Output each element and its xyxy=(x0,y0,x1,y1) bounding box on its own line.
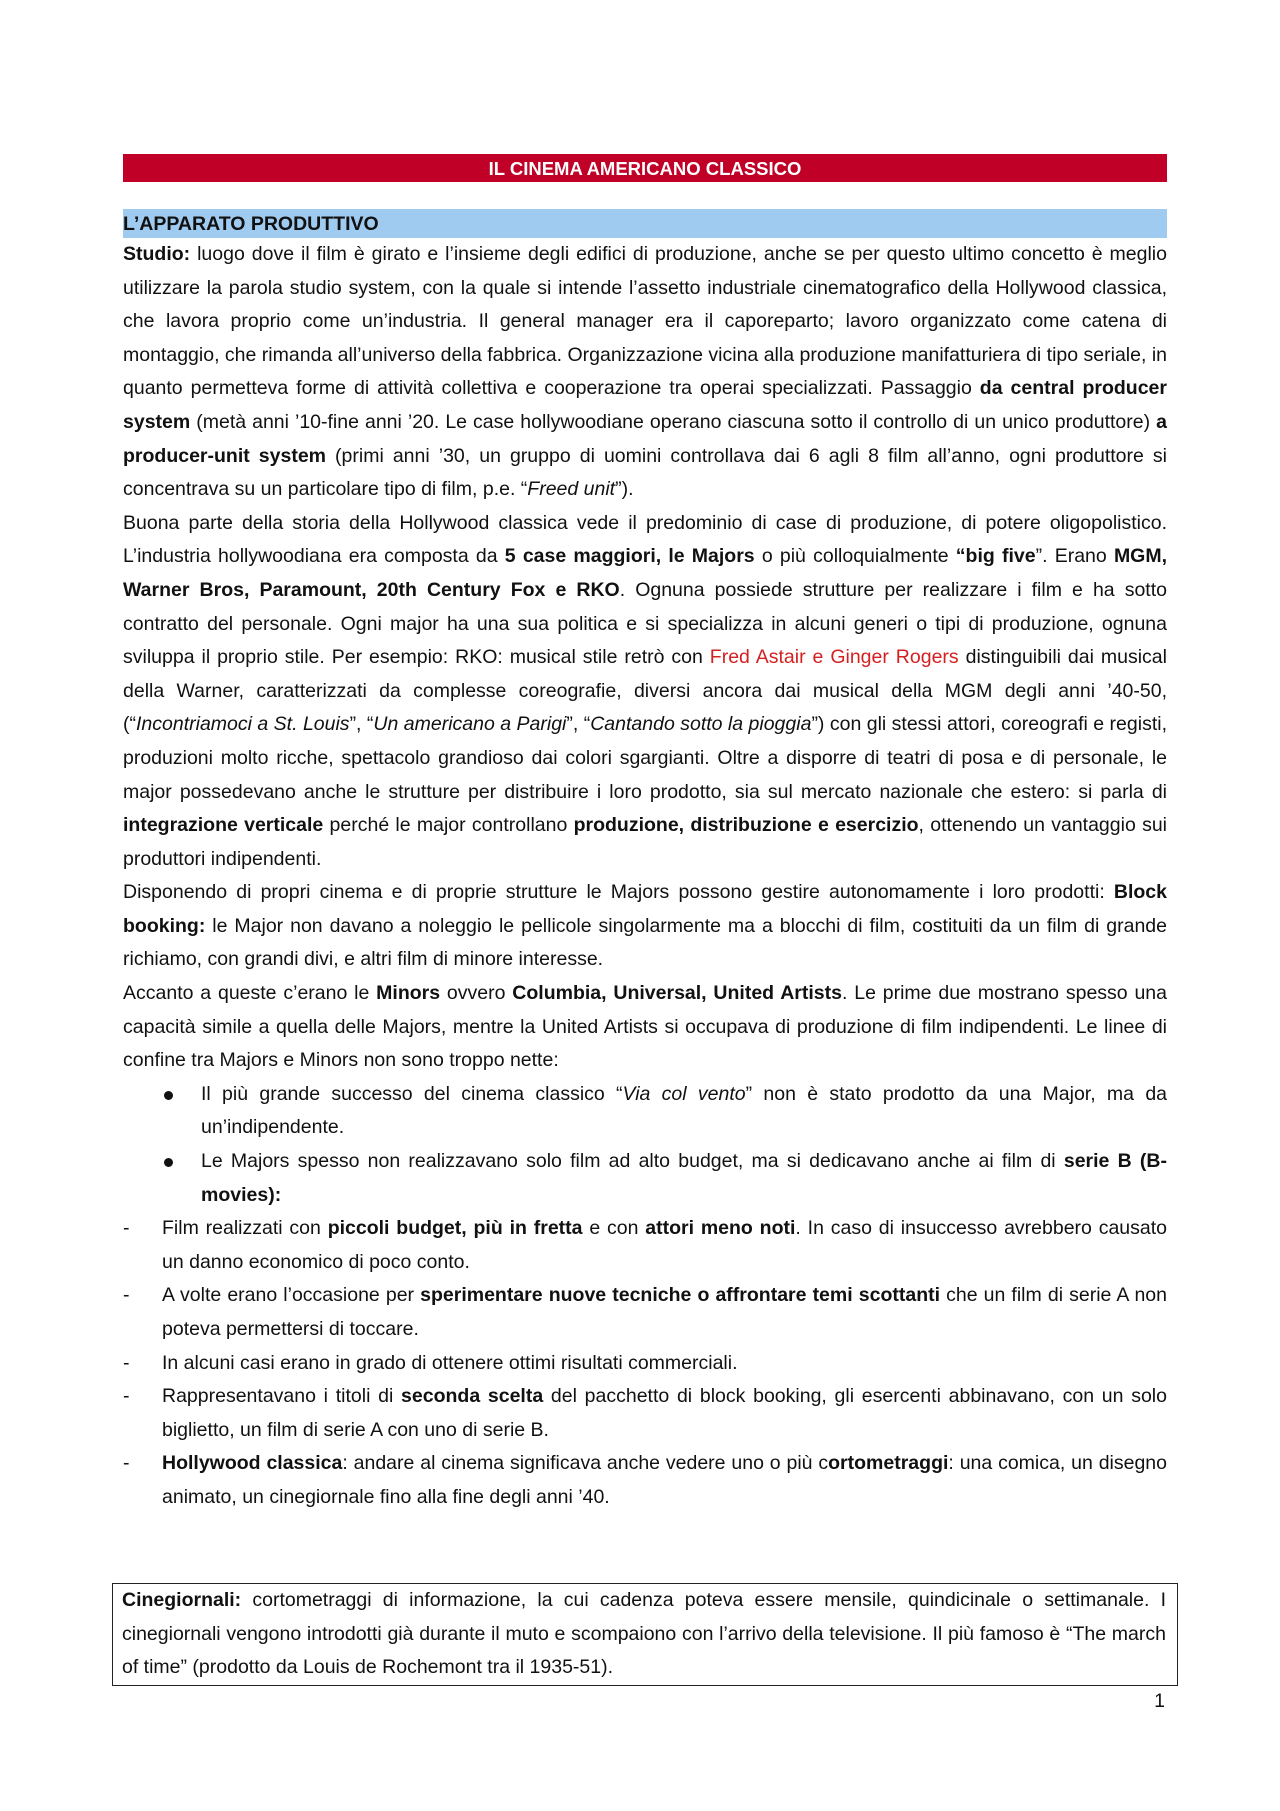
dash-item xyxy=(123,1212,1167,1279)
bold-run: da central producer system xyxy=(123,377,1167,433)
paragraph-majors xyxy=(123,507,1167,877)
bold-run: 5 case maggiori, le Majors xyxy=(504,545,755,568)
paragraph-block-booking xyxy=(123,876,1167,977)
dash-item xyxy=(123,1380,1167,1447)
bold-run: Block booking: xyxy=(123,881,1167,937)
text-run: Accanto a queste c’erano le xyxy=(123,982,377,1005)
dash-item xyxy=(123,1347,1167,1381)
bold-run: piccoli budget, più in fretta xyxy=(327,1217,583,1240)
text-run: ”, “ xyxy=(566,713,591,736)
text-run: , ottenendo un vantaggio sui produttori indipendenti. xyxy=(123,814,1167,870)
text-run: ” non è stato prodotto da una Major, ma da un’indipendente. xyxy=(201,1082,1168,1139)
document-title: IL CINEMA AMERICANO CLASSICO xyxy=(123,154,1167,182)
text-run: e con xyxy=(582,1217,646,1240)
text-run: Film realizzati con xyxy=(162,1217,328,1240)
italic-run: Incontriamoci a St. Louis xyxy=(136,713,350,736)
section-heading: L’APPARATO PRODUTTIVO xyxy=(123,209,1167,238)
page-number: 1 xyxy=(1154,1690,1165,1712)
text-run: ”). xyxy=(615,478,634,501)
bullet-dot-icon xyxy=(164,1158,173,1167)
bullet-item xyxy=(123,1145,1167,1212)
text-run: ”) con gli stessi attori, coreografi e registi, produzioni molto ricche, spettacolo grandioso dai colori sgargianti. Oltre a disporre di teatri di posa e di personale, le major possedevano anche le strutture per distribuire i loro prodotto, sia sul mercato nazionale che estero: si parla di xyxy=(123,713,1167,803)
bold-run: sperimentare nuove tecniche o affrontare temi scottanti xyxy=(420,1284,941,1307)
bullet-dot-icon xyxy=(164,1091,173,1100)
bold-run: MGM, Warner Bros, Paramount, 20th Century Fox e RKO xyxy=(123,545,1168,601)
text-run: ”. Erano xyxy=(1035,545,1114,568)
bold-run: Hollywood classica xyxy=(162,1452,343,1475)
bold-run: Cinegiornali: xyxy=(122,1589,242,1611)
bold-run: a producer-unit system xyxy=(123,410,1167,467)
text-run: ”, “ xyxy=(349,713,374,736)
text-run: . Ognuna possiede strutture per realizzare i film e ha sotto contratto del personale. Ogni major ha una sua politica e si specializza in alcuni generi o tipi di produzione, ognuna sviluppa il proprio stile. Per esempio: RKO: musical stile retrò con xyxy=(123,578,1167,669)
bold-run: Columbia, Universal, United Artists xyxy=(512,982,842,1005)
bold-run: serie B (B-movies): xyxy=(201,1150,1167,1206)
bold-run: ortometraggi xyxy=(828,1452,949,1475)
dash-marker: - xyxy=(123,1351,130,1374)
text-run: ovvero xyxy=(440,982,513,1005)
italic-run: Un americano a Parigi xyxy=(373,713,567,736)
red-highlight-run: Fred Astair e Ginger Rogers xyxy=(709,646,959,669)
text-run: . Le prime due mostrano spesso una capacità simile a quella delle Majors, mentre la United Artists si occupava di produzione di film indipendenti. Le linee di confine tra Majors e Minors non sono troppo nette: xyxy=(123,982,1167,1072)
text-run: . In caso di insuccesso avrebbero causato un danno economico di poco conto. xyxy=(162,1217,1167,1273)
text-run: : andare al cinema significava anche vedere uno o più c xyxy=(342,1452,829,1475)
text-run: Le Majors spesso non realizzavano solo film ad alto budget, ma si dedicavano anche ai film di xyxy=(201,1150,1064,1173)
dash-item xyxy=(123,1279,1167,1346)
text-run: luogo dove il film è girato e l’insieme degli edifici di produzione, anche se per questo ultimo concetto è meglio utilizzare la parola studio system, con la quale si intende l’assetto industriale cinematografico della Hollywood classica, che lavora proprio come un’industria. Il general manager era il caporeparto; lavoro organizzato come catena di montaggio, che rimanda all’universo della fabbrica. Organizzazione vicina alla produzione manifatturiera di tipo seriale, in quanto permetteva forme di attività collettiva e cooperazione tra operai specializzati. Passaggio xyxy=(123,243,1167,400)
bold-run: attori meno noti xyxy=(645,1217,796,1240)
text-run: (metà anni ’10-fine anni ’20. Le case hollywoodiane operano ciascuna sotto il controllo di un unico produttore) xyxy=(190,410,1157,433)
dash-marker: - xyxy=(123,1217,130,1240)
text-run: distinguibili dai musical della Warner, caratterizzati da complesse coreografie, diversi ancora dai musical della MGM degli anni ’40-50, (“ xyxy=(123,646,1167,736)
paragraph-studio xyxy=(123,238,1167,507)
dash-list xyxy=(123,1212,1167,1514)
dash-marker: - xyxy=(123,1452,130,1475)
page-content xyxy=(123,154,1167,1515)
bold-run: Minors xyxy=(376,982,441,1005)
dash-marker: - xyxy=(123,1284,130,1307)
text-run: del pacchetto di block booking, gli esercenti abbinavano, con un solo biglietto, un film di serie A con uno di serie B. xyxy=(162,1385,1167,1441)
term-studio: Studio: xyxy=(123,243,191,265)
text-run: A volte erano l’occasione per xyxy=(162,1284,421,1307)
bullet-item xyxy=(123,1078,1167,1145)
bold-run: seconda scelta xyxy=(401,1385,544,1408)
cinegiornali-box xyxy=(112,1583,1178,1686)
bold-run: “big five xyxy=(955,545,1036,568)
text-run: In alcuni casi erano in grado di ottenere ottimi risultati commerciali. xyxy=(162,1351,738,1374)
italic-run: Freed unit xyxy=(527,478,616,501)
bold-run: produzione, distribuzione e esercizio xyxy=(573,814,919,837)
text-run: perché le major controllano xyxy=(323,814,574,837)
text-run: Rappresentavano i titoli di xyxy=(162,1385,402,1408)
text-run: le Major non davano a noleggio le pellicole singolarmente ma a blocchi di film, costituiti da un film di grande richiamo, con grandi divi, e altri film di minore interesse. xyxy=(123,914,1167,971)
italic-run: Cantando sotto la pioggia xyxy=(590,713,812,736)
italic-run: Via col vento xyxy=(622,1082,746,1105)
text-run: : una comica, un disegno animato, un cinegiornale fino alla fine degli anni ’40. xyxy=(162,1452,1167,1508)
bold-run: integrazione verticale xyxy=(123,814,324,837)
text-run: (primi anni ’30, un gruppo di uomini controllava dai 6 agli 8 film all’anno, ogni produttore si concentrava su un particolare tipo di film, p.e. “ xyxy=(123,444,1167,501)
text-run: o più colloquialmente xyxy=(754,545,956,568)
text-run: Il più grande successo del cinema classico “ xyxy=(201,1082,623,1105)
dash-item xyxy=(123,1447,1167,1514)
text-run: Buona parte della storia della Hollywood classica vede il predominio di case di produzione, di potere oligopolistico. L’industria hollywoodiana era composta da xyxy=(123,511,1167,568)
dash-marker: - xyxy=(123,1385,130,1408)
text-run: Disponendo di propri cinema e di proprie strutture le Majors possono gestire autonomamente i loro prodotti: xyxy=(123,881,1114,904)
text-run: cortometraggi di informazione, la cui cadenza poteva essere mensile, quindicinale o settimanale. I cinegiornali vengono introdotti già durante il muto e scompaiono con l’arrivo della televisione. Il più famoso è “The march of time” (prodotto da Louis de Rochemont tra il 1935-51). xyxy=(122,1589,1166,1679)
text-run: che un film di serie A non poteva permettersi di toccare. xyxy=(162,1284,1167,1340)
bullet-list xyxy=(123,1078,1167,1212)
paragraph-minors xyxy=(123,977,1167,1078)
